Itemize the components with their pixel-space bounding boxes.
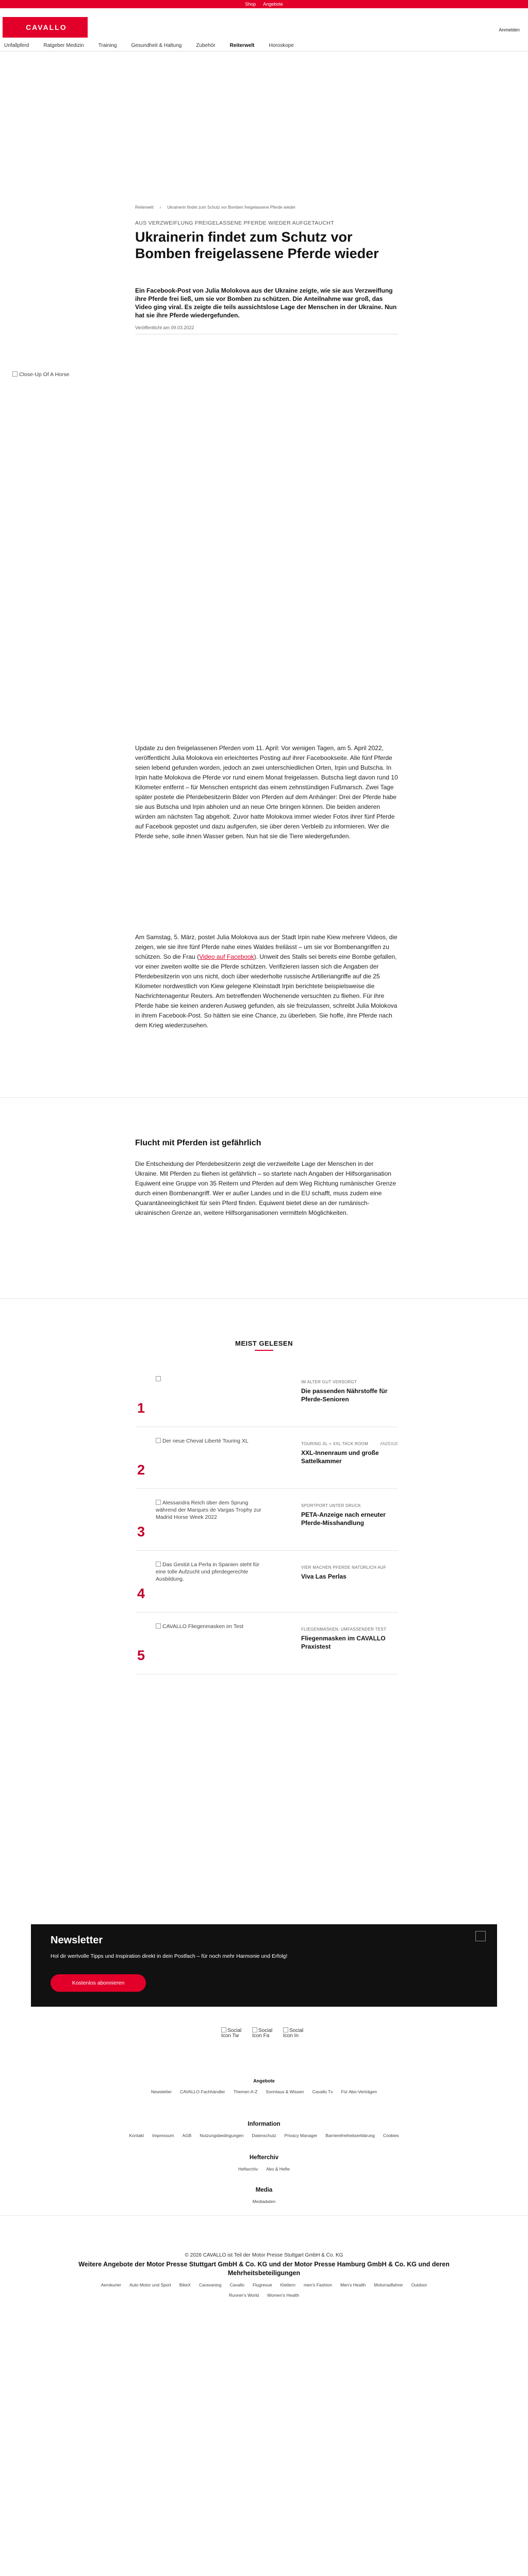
article-paragraph-flight: Die Entscheidung der Pferdebesitzerin zeigt die verzweifelte Lage der Menschen in der Ukraine. Mit Pferden zu fliehen ist gefährlich – so startete nach Angaben der Hilfsorganisation Equiwent eine Gruppe von 35 Reitern und Pferden auf dem Weg Richtung rumänischer Grenze durch einen Bombenangriff. Wer er außer Landes und in die EU schafft, muss zudem eine Quarantäneeinglichkeit für sein Pferd finden. Equiwent bietet diese an der rumänisch-ukrainischen Grenze an, weitere Hilfsorganisationen vermitteln Möglichkeiten. xyxy=(135,1160,397,1216)
teaser-kicker: SPORTPORT UNTER DRUCK xyxy=(301,1503,361,1508)
facebook-icon[interactable] xyxy=(252,2027,276,2063)
broken-image-icon xyxy=(252,2027,257,2032)
nav-item-ratgeber-medizin[interactable]: Ratgeber Medizin xyxy=(43,43,84,48)
section-divider xyxy=(0,1298,528,1299)
broken-image-icon xyxy=(283,2027,288,2032)
teaser-image-alt: Der neue Cheval Liberté Touring XL xyxy=(162,1438,249,1444)
footer-divider xyxy=(0,2215,528,2216)
most-read-item[interactable] xyxy=(135,1376,398,1427)
footer-link[interactable]: Kontakt xyxy=(129,2133,144,2138)
partner-link[interactable]: Cavallo xyxy=(229,2282,244,2287)
newsletter-text: Hol dir wertvolle Tipps und Inspiration direkt in dein Postfach – für noch mehr Harmonie und Erfolg! xyxy=(51,1953,288,1959)
top-bar xyxy=(0,0,528,8)
nav-item-horoskope[interactable]: Horoskope xyxy=(269,43,294,48)
partner-links-second-row xyxy=(0,2293,528,2298)
partner-link[interactable]: Motorradfahrer xyxy=(374,2282,403,2287)
footer-link[interactable]: Heftarchiv xyxy=(238,2166,258,2172)
broken-image-icon xyxy=(156,1376,161,1381)
teaser-kicker: TOURING XL + XXL TACK ROOM xyxy=(301,1442,369,1446)
partner-link[interactable]: Klettern xyxy=(280,2282,295,2287)
footer-heading-heftarchiv: Hefterchiv xyxy=(249,2155,279,2161)
angebote-label[interactable]: Angebote xyxy=(253,2078,275,2083)
partner-link[interactable]: men's Fashion xyxy=(303,2282,332,2287)
broken-image-icon xyxy=(156,1438,161,1443)
partner-link[interactable]: Aerokurier xyxy=(101,2282,121,2287)
site-header xyxy=(0,8,528,40)
footer-link[interactable]: Privacy Manager xyxy=(284,2133,318,2138)
teaser-image[interactable] xyxy=(156,1561,264,1602)
article-headline: Ukrainerin findet zum Schutz vor Bomben freigelassene Pferde wieder xyxy=(135,229,379,261)
footer-link[interactable]: Mediadaten xyxy=(252,2199,276,2204)
teaser-title[interactable]: Die passenden Nährstoffe für Pferde-Senioren xyxy=(301,1387,388,1403)
hero-image xyxy=(8,367,520,718)
footer-link[interactable]: Datenschutz xyxy=(252,2133,276,2138)
teaser-kicker: FLIEGENMASKEN: UMFASSENDER TEST xyxy=(301,1627,387,1632)
topbar-link-shop[interactable]: Shop xyxy=(245,2,256,7)
partner-links xyxy=(0,2282,528,2287)
teaser-kicker: IM ALTER GUT VERSORGT xyxy=(301,1380,357,1384)
footer-link[interactable]: Nutzungsbedingungen xyxy=(200,2133,244,2138)
teaser-title[interactable]: Viva Las Perlas xyxy=(301,1573,346,1580)
nav-item-training[interactable]: Training xyxy=(98,43,117,48)
most-read-heading: MEIST GELESEN xyxy=(235,1340,293,1347)
teaser-image-alt: Das Gestüt La Perla in Spanien steht für eine tolle Aufzucht und pferdegerechte Ausbildung. xyxy=(156,1562,259,1582)
main-nav xyxy=(0,40,528,52)
facebook-video-link[interactable]: Video auf Facebook xyxy=(199,953,254,960)
copyright-text: © 2026 CAVALLO ist Teil der Motor Presse Stuttgart GmbH & Co. KG xyxy=(185,2252,343,2258)
footer-heading-information: Information xyxy=(248,2121,280,2127)
partner-link[interactable]: BikeX xyxy=(179,2282,191,2287)
rank-number: 4 xyxy=(137,1586,145,1601)
teaser-image[interactable] xyxy=(156,1376,264,1417)
teaser-image[interactable] xyxy=(156,1437,264,1479)
teaser-image[interactable] xyxy=(156,1623,264,1664)
most-read-item[interactable] xyxy=(135,1623,398,1674)
instagram-icon[interactable] xyxy=(283,2027,307,2063)
partner-link[interactable]: Men's Health xyxy=(340,2282,366,2287)
nav-item-zubehoer[interactable]: Zubehör xyxy=(196,43,216,48)
broken-image-icon xyxy=(221,2027,226,2032)
most-read-item[interactable] xyxy=(135,1437,398,1489)
broken-image-icon xyxy=(156,1500,161,1505)
most-read-item[interactable] xyxy=(135,1499,398,1551)
ad-badge: ANZEIGE xyxy=(380,1442,398,1446)
footer-link[interactable]: Cookies xyxy=(383,2133,399,2138)
teaser-image-alt: CAVALLO Fliegenmasken im Test xyxy=(162,1623,243,1630)
site-logo[interactable] xyxy=(3,17,88,38)
footer-heading-media: Media xyxy=(255,2187,273,2193)
social-icon-alt: Social Icon In xyxy=(283,2028,304,2039)
social-icon-alt: Social Icon Fa xyxy=(252,2028,273,2039)
breadcrumb-separator-icon: › xyxy=(159,205,161,210)
partner-link[interactable]: Women's Health xyxy=(267,2293,300,2298)
footer-link[interactable]: Newsletter xyxy=(151,2089,172,2094)
partner-link[interactable]: Runner's World xyxy=(228,2293,259,2298)
footer-link[interactable]: AGB xyxy=(182,2133,192,2138)
twitter-icon[interactable] xyxy=(221,2027,245,2063)
footer-links-heftarchiv xyxy=(0,2166,528,2172)
footer-links-information xyxy=(0,2133,528,2138)
social-links xyxy=(0,2027,528,2063)
social-icon-alt: Social Icon Tw xyxy=(221,2028,242,2039)
nav-item-unfallpferd[interactable]: Unfallpferd xyxy=(4,43,29,48)
nav-item-gesundheit-haltung[interactable]: Gesundheit & Haltung xyxy=(131,43,182,48)
breadcrumb-item-reiterwelt[interactable]: Reiterwelt xyxy=(135,205,154,210)
footer-link[interactable]: Impressum xyxy=(152,2133,174,2138)
article-lead: Ein Facebook-Post von Julia Molokova aus der Ukraine zeigte, wie sie aus Verzweiflung ihre Pferde frei ließ, um sie vor Bomben zu schützen. Die Anteilnahme war groß, das Video ging viral. Es zeigte die teils aussichtslose Lage der Menschen in der Ukraine. Nun hat sie ihre Pferde wiedergefunden. xyxy=(135,287,397,319)
footer-link[interactable]: CAVALLO Fachhändler xyxy=(180,2089,225,2094)
teaser-title[interactable]: XXL-Innenraum und große Sattelkammer xyxy=(301,1449,379,1465)
teaser-image[interactable] xyxy=(156,1499,264,1540)
footer-link[interactable]: Abo & Hefte xyxy=(266,2166,290,2172)
footer-links-main xyxy=(0,2089,528,2094)
rank-number: 2 xyxy=(137,1462,145,1478)
section-divider xyxy=(0,1097,528,1098)
logo-text: CAVALLO xyxy=(26,23,67,31)
breadcrumb-item-current: Ukrainerin findet zum Schutz vor Bomben freigelassene Pferde wieder xyxy=(167,205,296,210)
partner-link[interactable]: Flugrevue xyxy=(252,2282,272,2287)
broken-image-icon xyxy=(156,1562,161,1567)
most-read-underline xyxy=(255,1350,273,1351)
footer-link[interactable]: Themen A-Z xyxy=(233,2089,258,2094)
section-heading: Flucht mit Pferden ist gefährlich xyxy=(135,1139,261,1147)
newsletter-title: Newsletter xyxy=(51,1935,103,1946)
rank-number: 5 xyxy=(137,1648,145,1663)
teaser-title[interactable]: PETA-Anzeige nach erneuter Pferde-Misshandlung xyxy=(301,1511,386,1527)
most-read-item[interactable] xyxy=(135,1561,398,1613)
breadcrumb xyxy=(135,205,393,210)
article-kicker: AUS VERZWEIFLUNG FREIGELASSENE PFERDE WIEDER AUFGETAUCHT xyxy=(135,220,334,226)
teaser-image-alt: Alessandra Reich über dem Sprung während der Marques de Vargas Trophy zur Madrid Horse Week 2022 xyxy=(156,1500,261,1520)
footer-link[interactable]: Für Abo-Verträgen xyxy=(341,2089,377,2094)
paragraph-text-end: ). Unweit des Stalls sei bereits eine Bombe gefallen, vor einer zweiten wollte sie die Pferde schützen. Verifizieren lassen sich die Angaben der Pferdebesitzerin von uns nicht, doch über wiederholte russische Artilleriangriffe auf die 25 Kilometer nordwestlich von Kiew gelegene Kleinstadt Irpin berichtete beispielsweise die Nachrichtenagentur Reuters. Am betreffenden Wochenende versuchten zu fliehen. Für ihre Pferde habe sie keinen anderen Ausweg gefunden, als sie freizulassen, schreibt Julia Molokova in ihrem Facebook-Post. So hätten sie eine Chance, zu überleben. Sie hoffe, ihre Pferde nach dem Krieg wiederzusehen. xyxy=(135,953,398,1029)
broken-image-icon xyxy=(12,371,18,377)
footer-link[interactable]: Sonntaus & Wissen xyxy=(266,2089,304,2094)
publish-date: Veröffentlicht am 09.03.2022 xyxy=(135,321,398,334)
footer-links-media xyxy=(0,2199,528,2204)
rank-number: 3 xyxy=(137,1524,145,1539)
partner-link[interactable]: Auto Motor und Sport xyxy=(129,2282,171,2287)
teaser-kicker: VIER MACHEN PFERDE NATÜRLICH AUF xyxy=(301,1565,387,1570)
partner-link[interactable]: Caravaning xyxy=(199,2282,222,2287)
nav-item-reiterwelt[interactable]: Reiterwelt xyxy=(229,43,255,48)
topbar-link-angebote[interactable]: Angebote xyxy=(263,2,283,7)
article-paragraph-story xyxy=(135,933,398,1030)
footer-link[interactable]: Barrierefreiheitserklärung xyxy=(325,2133,375,2138)
article-paragraph-update: Update zu den freigelassenen Pferden vom 11. April: Vor wenigen Tagen, am 5. April 2022, veröffentlicht Julia Molokova ein erleichtertes Posting auf ihrer Facebookseite. Alle fünf Pferde seien lebend gefunden worden, jedoch an zwei unterschiedlichen Orten, Irpin und Butscha. In Irpin hatte Molokova die Pferde vor rund einem Monat freigelassen. Butscha liegt davon rund 10 Kilometer entfernt – für Menschen entspricht das einem zehnstündigen Fußmarsch. Zwei Tage später postete die Pferdebesitzerin Bilder von Pferden auf dem Anhänger: Drei der Pferde habe sie aus Butscha und Irpin abholen und an neue Orte bringen können. Die beiden anderen würden am nächsten Tag abgeholt. Zuvor hatte Molokova immer wieder Fotos ihrer fünf Pferde auf Facebook gepostet und dazu aufgerufen, sie über deren Verbleib zu informieren. Wer die Pferde sehe, solle ihnen Wasser geben. Nun hat sie die Tiere wiedergefunden. xyxy=(135,744,398,840)
hero-image-alt: Close-Up Of A Horse xyxy=(19,371,70,378)
paragraph-text-start: Am Samstag, 5. März, postet Julia Molokova aus der Stadt Irpin nahe Kiew mehrere Videos, die zeigen, wie sie ihre fünf Pferde nahe eines Waldes freilässt – um sie vor Bombenangriffen zu schützen. So die Frau ( xyxy=(135,934,398,960)
newsletter-image xyxy=(475,1931,486,1941)
broken-image-icon xyxy=(156,1623,161,1629)
partner-link[interactable]: Outdoor xyxy=(411,2282,427,2287)
newsletter-subscribe-button[interactable]: Kostenlos abonnieren xyxy=(51,1974,146,1992)
footer-link[interactable]: Cavallo Tv xyxy=(312,2089,333,2094)
newsletter-box xyxy=(31,1924,497,2007)
rank-number: 1 xyxy=(137,1400,145,1416)
login-link[interactable]: Anmelden xyxy=(499,27,520,32)
more-offers-heading: Weitere Angebote der Motor Presse Stuttgart GmbH & Co. KG und der Motor Presse Hamburg GmbH & Co. KG und deren Mehrheitsbeteiligungen xyxy=(78,2261,450,2277)
teaser-title[interactable]: Fliegenmasken im CAVALLO Praxistest xyxy=(301,1635,386,1650)
